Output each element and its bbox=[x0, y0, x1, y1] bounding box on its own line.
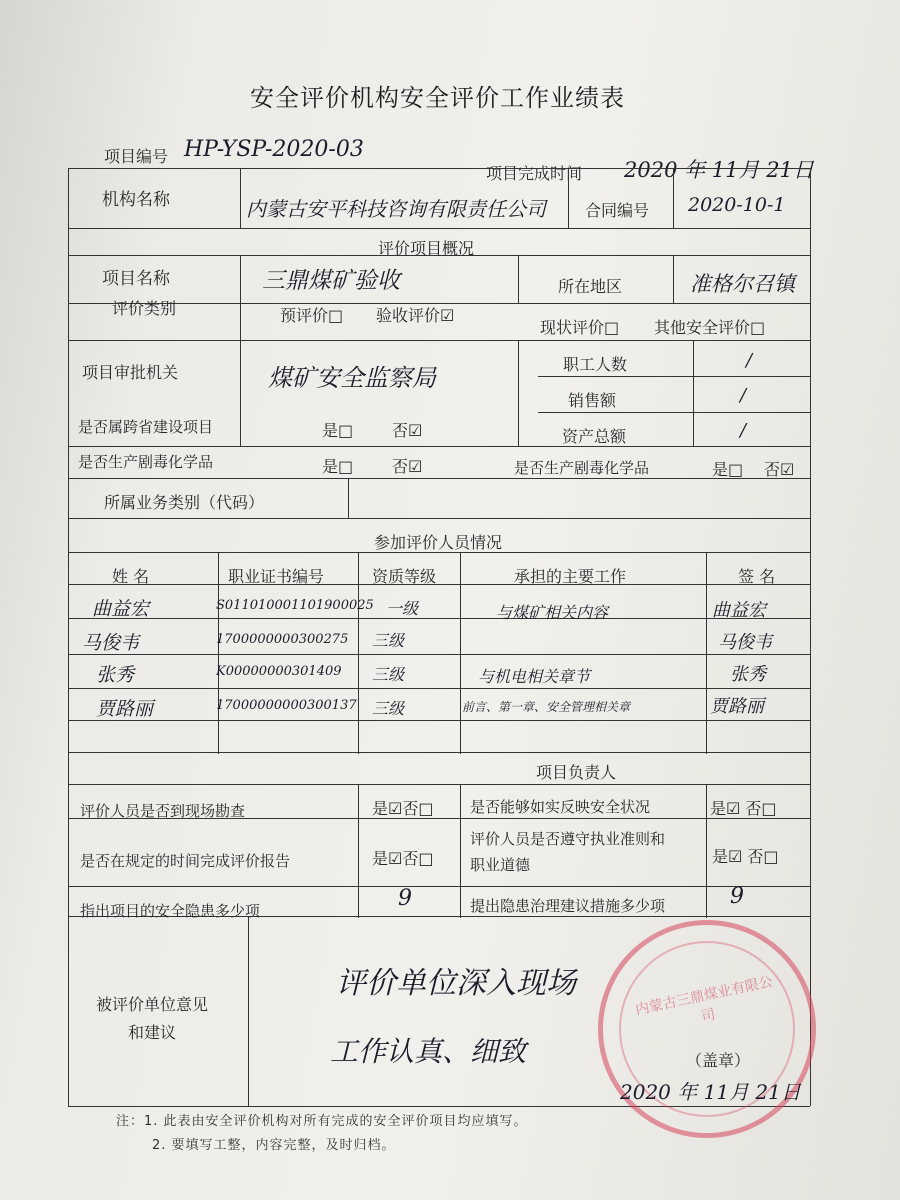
page-title: 安全评价机构安全评价工作业绩表 bbox=[250, 84, 625, 112]
col-name-header: 姓 名 bbox=[112, 567, 150, 586]
sales-value: / bbox=[740, 385, 747, 406]
hazards-value: 9 bbox=[398, 886, 412, 911]
contract-no-value: 2020-10-1 bbox=[688, 194, 786, 216]
toxic-no[interactable]: 否☑ bbox=[392, 457, 423, 476]
ontime-value[interactable]: 是☑否□ bbox=[372, 849, 434, 868]
person-3-name: 张秀 bbox=[96, 664, 135, 686]
person-2-cert: 1700000000300275 bbox=[216, 632, 349, 647]
toxic2-no[interactable]: 否☑ bbox=[764, 460, 795, 479]
person-4-cert: 17000000000300137 bbox=[216, 698, 357, 713]
project-no-label: 项目编号 bbox=[104, 147, 169, 166]
eval-accept-option[interactable]: 验收评价☑ bbox=[376, 306, 455, 325]
onsite-value[interactable]: 是☑否□ bbox=[372, 799, 434, 818]
project-no-value: HP-YSP-2020-03 bbox=[184, 137, 364, 162]
toxic2-yes[interactable]: 是□ bbox=[712, 460, 744, 479]
eval-other-option[interactable]: 其他安全评价□ bbox=[654, 318, 766, 337]
opinion-label-2: 和建议 bbox=[128, 1023, 177, 1042]
onsite-label: 评价人员是否到现场勘查 bbox=[80, 802, 246, 820]
person-1-cert: S011010001101900025 bbox=[216, 598, 374, 613]
hazards-label: 指出项目的安全隐患多少项 bbox=[80, 902, 261, 920]
org-name-label: 机构名称 bbox=[102, 190, 170, 210]
staff-value: / bbox=[746, 350, 753, 371]
person-4-work: 前言、第一章、安全管理相关章 bbox=[462, 700, 631, 714]
approval-label: 项目审批机关 bbox=[82, 363, 179, 382]
opinion-text-1: 评价单位深入现场 bbox=[336, 966, 576, 1001]
eval-status-option[interactable]: 现状评价□ bbox=[540, 318, 620, 337]
org-name-value: 内蒙古安平科技咨询有限责任公司 bbox=[246, 197, 546, 221]
cross-province-label: 是否属跨省建设项目 bbox=[78, 418, 214, 436]
person-3-work: 与机电相关章节 bbox=[478, 667, 591, 686]
measures-label: 提出隐患治理建议措施多少项 bbox=[470, 897, 666, 915]
completion-label: 项目完成时间 bbox=[486, 164, 583, 183]
ethics-value[interactable]: 是☑ 否□ bbox=[712, 847, 779, 866]
person-1-sign: 曲益宏 bbox=[712, 600, 766, 621]
seal-text: 内蒙古三鼎煤业有限公司 bbox=[633, 973, 775, 1026]
overview-header: 评价项目概况 bbox=[378, 239, 475, 258]
person-2-sign: 马俊韦 bbox=[718, 632, 772, 653]
person-4-sign: 贾路丽 bbox=[710, 696, 764, 717]
assets-value: / bbox=[740, 420, 747, 441]
person-4-name: 贾路丽 bbox=[96, 698, 154, 720]
personnel-header: 参加评价人员情况 bbox=[374, 533, 503, 552]
sales-label: 销售额 bbox=[568, 391, 617, 410]
eval-pre-option[interactable]: 预评价□ bbox=[280, 306, 344, 325]
leader-header: 项目负责人 bbox=[536, 763, 617, 782]
seal-label: （盖章） bbox=[686, 1051, 751, 1070]
col-level-header: 资质等级 bbox=[372, 567, 437, 586]
reflect-label: 是否能够如实反映安全状况 bbox=[470, 798, 651, 816]
business-label: 所属业务类别（代码） bbox=[104, 493, 265, 512]
person-2-name: 马俊韦 bbox=[82, 632, 140, 654]
eval-type-label: 评价类别 bbox=[112, 299, 177, 318]
opinion-date: 2020 年 11月 21日 bbox=[620, 1080, 801, 1104]
ontime-label: 是否在规定的时间完成评价报告 bbox=[80, 852, 291, 870]
reflect-value[interactable]: 是☑ 否□ bbox=[710, 799, 777, 818]
project-name-label: 项目名称 bbox=[102, 269, 170, 289]
completion-value: 2020 年 11月 21日 bbox=[624, 158, 814, 182]
col-work-header: 承担的主要工作 bbox=[514, 567, 627, 586]
person-4-level: 三级 bbox=[372, 699, 405, 718]
cross-province-yes[interactable]: 是□ bbox=[322, 421, 354, 440]
person-2-level: 三级 bbox=[372, 631, 405, 650]
person-3-level: 三级 bbox=[372, 665, 405, 684]
person-1-name: 曲益宏 bbox=[92, 598, 150, 620]
person-3-sign: 张秀 bbox=[730, 664, 766, 685]
toxic-yes[interactable]: 是□ bbox=[322, 457, 354, 476]
ethics-label-1: 评价人员是否遵守执业准则和 bbox=[470, 830, 666, 848]
toxic2-label: 是否生产剧毒化学品 bbox=[514, 459, 650, 477]
col-cert-header: 职业证书编号 bbox=[228, 567, 325, 586]
measures-value: 9 bbox=[730, 884, 744, 909]
note-1: 注：1. 此表由安全评价机构对所有完成的安全评价项目均应填写。 bbox=[116, 1114, 528, 1129]
project-name-value: 三鼎煤矿验收 bbox=[262, 268, 400, 294]
person-1-work: 与煤矿相关内容 bbox=[496, 603, 609, 622]
staff-label: 职工人数 bbox=[563, 355, 628, 374]
ethics-label-2: 职业道德 bbox=[470, 856, 531, 874]
region-value: 准格尔召镇 bbox=[690, 272, 795, 296]
person-3-cert: K00000000301409 bbox=[216, 664, 342, 679]
opinion-text-2: 工作认真、细致 bbox=[330, 1035, 527, 1068]
company-seal bbox=[598, 920, 816, 1138]
note-2: 2. 要填写工整，内容完整，及时归档。 bbox=[152, 1138, 396, 1153]
cross-province-no[interactable]: 否☑ bbox=[392, 421, 423, 440]
contract-no-label: 合同编号 bbox=[585, 201, 650, 220]
approval-value: 煤矿安全监察局 bbox=[268, 364, 436, 392]
opinion-label-1: 被评价单位意见 bbox=[96, 995, 209, 1014]
toxic-label: 是否生产剧毒化学品 bbox=[78, 453, 214, 471]
region-label: 所在地区 bbox=[558, 277, 623, 296]
person-1-level: 一级 bbox=[386, 599, 419, 618]
assets-label: 资产总额 bbox=[562, 427, 627, 446]
col-sign-header: 签 名 bbox=[738, 567, 776, 586]
